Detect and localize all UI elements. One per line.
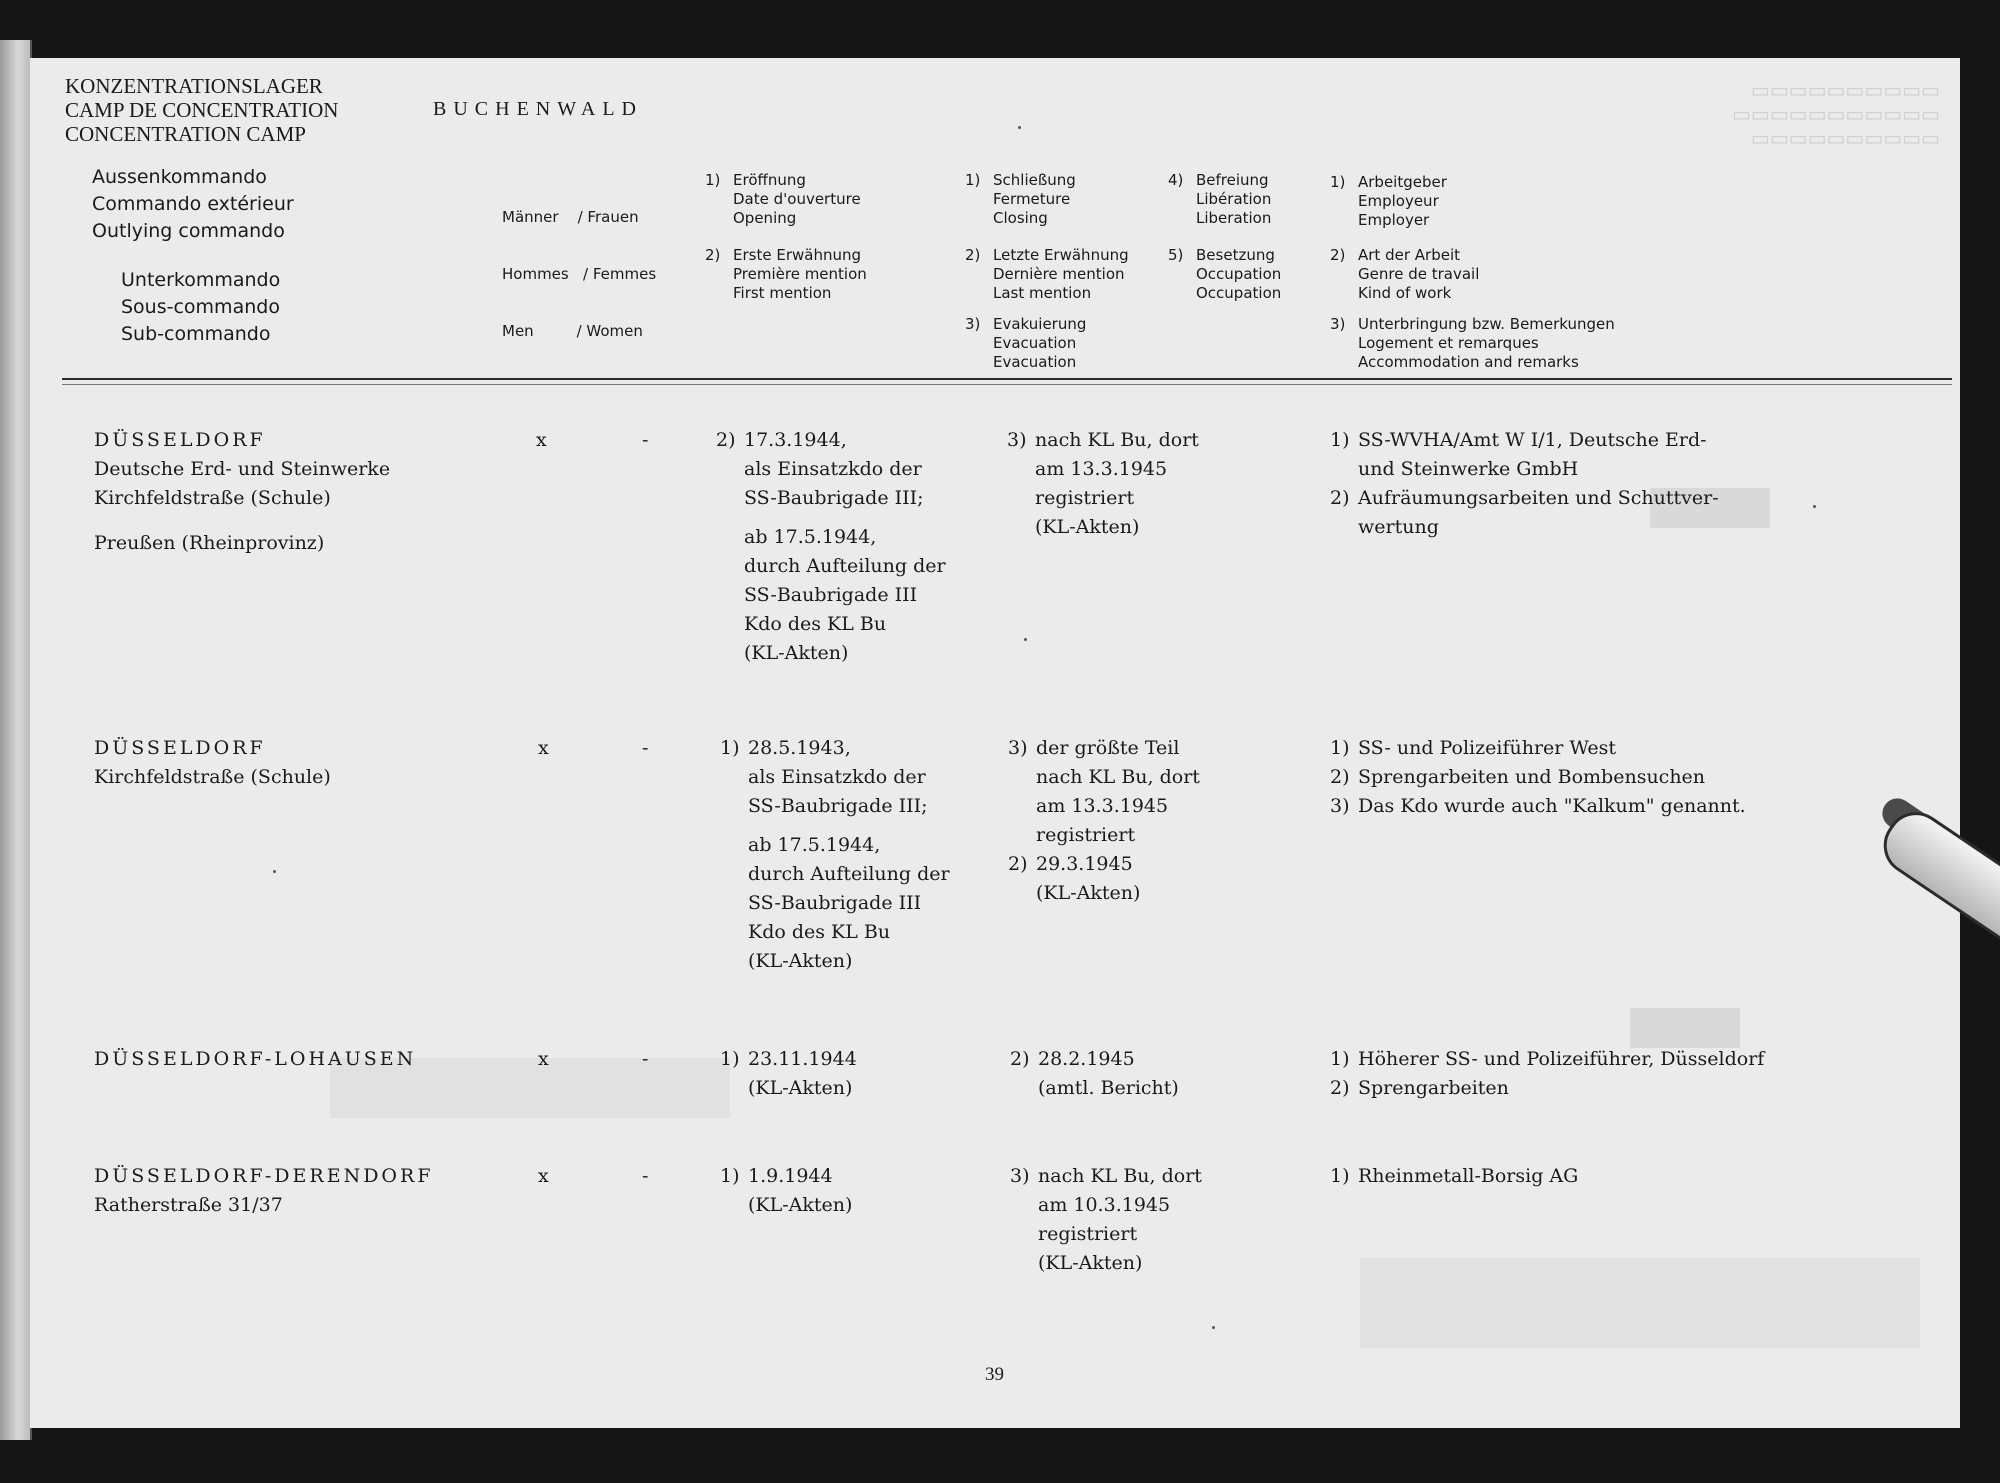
closing-header: 1) Schließung Fermeture Closing 2) Letzte Erwähnung Dernière mention Last mention 3) Evakuierung Evacuation Evacuation [965,171,1129,371]
entry-4-place-name: DÜSSELDORF-DERENDORF [94,1165,434,1187]
work-header: 1) Arbeitgeber Employeur Employer 2) Art der Arbeit Genre de travail Kind of work 3) Unterbringung bzw. Bemerkungen Logement et remarques Accommodation and remarks [1330,173,1615,371]
entry-2-place [94,734,331,792]
entry-4-work: 1) Rheinmetall-Borsig AG [1330,1165,1579,1187]
entry-2-place-name: DÜSSELDORF [94,737,266,759]
entry-1-opening: 2) 17.3.1944, als Einsatzkdo der SS-Baubrigade III; ab 17.5.1944, durch Aufteilung der SS-Baubrigade III Kdo des KL Bu (KL-Akten) [716,429,946,664]
show-through-block [1360,1258,1920,1348]
speck [1212,1326,1215,1329]
header-rule-thin [62,384,1952,385]
document-page [30,58,1960,1428]
camp-label-de: KONZENTRATIONSLAGER [65,74,323,98]
entry-1-work: 1) SS-WVHA/Amt W I/1, Deutsche Erd- und Steinwerke GmbH 2) Aufräumungsarbeiten und Schuttver- wertung [1330,429,1719,538]
entry-4-detail: Ratherstraße 31/37 [94,1194,283,1216]
entry-3-place-name: DÜSSELDORF-LOHAUSEN [94,1048,417,1070]
entry-4-closing: 3) nach KL Bu, dort am 10.3.1945 registriert (KL-Akten) [1010,1165,1202,1274]
book-binding [0,40,32,1440]
opening-header: 1) Eröffnung Date d'ouverture Opening 2) Erste Erwähnung Première mention First mention [705,171,867,302]
entry-3-closing: 2) 28.2.1945 (amtl. Bericht) [1010,1048,1179,1099]
entry-3-work: 1) Höherer SS- und Polizeiführer, Düsseldorf 2) Sprengarbeiten [1330,1048,1765,1099]
speck [273,870,276,873]
aussen-en: Outlying commando [92,220,285,242]
entry-2-closing: 3) der größte Teil nach KL Bu, dort am 13.3.1945 registriert 2) 29.3.1945 (KL-Akten) [1008,737,1200,904]
entry-1-women: - [642,429,649,451]
liberation-header: 4) Befreiung Libération Liberation 5) Besetzung Occupation Occupation [1168,171,1282,302]
header-rule [62,378,1952,380]
aussen-fr: Commando extérieur [92,193,294,215]
unter-de: Unterkommando [121,269,281,291]
gender-de: Männer / Frauen [502,208,639,226]
gender-en: Men / Women [502,322,643,340]
page-number: 39 [985,1364,1004,1385]
entry-1-place-name: DÜSSELDORF [94,429,266,451]
entry-2-men: x [538,737,549,759]
gender-fr: Hommes / Femmes [502,265,657,283]
entry-4-opening: 1) 1.9.1944 (KL-Akten) [720,1165,853,1216]
camp-label-fr: CAMP DE CONCENTRATION [65,98,339,122]
entry-4-men: x [538,1165,549,1187]
entry-3-men: x [538,1048,549,1070]
entry-1-detail: Deutsche Erd- und Steinwerke [94,458,391,480]
entry-4-women: - [642,1165,649,1187]
entry-1-place [94,426,390,558]
entry-2-detail: Kirchfeldstraße (Schule) [94,766,331,788]
show-through-text: ▭▭▭▭▭▭▭▭▭▭ ▭▭▭▭▭▭▭▭▭▭▭ ▭▭▭▭▭▭▭▭▭▭ [1732,78,1940,150]
entry-3-place [94,1045,416,1074]
speck [1018,126,1021,129]
camp-label [65,74,338,146]
aussenkommando-label [92,164,294,245]
camp-label-en: CONCENTRATION CAMP [65,122,306,146]
entry-1-detail: Kirchfeldstraße (Schule) [94,487,331,509]
entry-3-women: - [642,1048,649,1070]
entry-3-opening: 1) 23.11.1944 (KL-Akten) [720,1048,857,1099]
unterkommando-label [121,267,280,348]
aussen-de: Aussenkommando [92,166,267,188]
entry-1-closing: 3) nach KL Bu, dort am 13.3.1945 registriert (KL-Akten) [1007,429,1199,538]
gender-header [502,170,656,379]
entry-1-region: Preußen (Rheinprovinz) [94,532,325,554]
speck [1024,638,1027,641]
entry-2-opening: 1) 28.5.1943, als Einsatzkdo der SS-Baubrigade III; ab 17.5.1944, durch Aufteilung der SS-Baubrigade III Kdo des KL Bu (KL-Akten) [720,737,950,972]
unter-en: Sub-commando [121,323,271,345]
unter-fr: Sous-commando [121,296,280,318]
entry-1-men: x [536,429,547,451]
entry-2-work: 1) SS- und Polizeiführer West 2) Sprengarbeiten und Bombensuchen 3) Das Kdo wurde auch "Kalkum" genannt. [1330,737,1746,817]
show-through-block [1630,1008,1740,1048]
camp-name: BUCHENWALD [433,98,643,120]
speck [1813,505,1816,508]
entry-4-place [94,1162,434,1220]
entry-2-women: - [642,737,649,759]
